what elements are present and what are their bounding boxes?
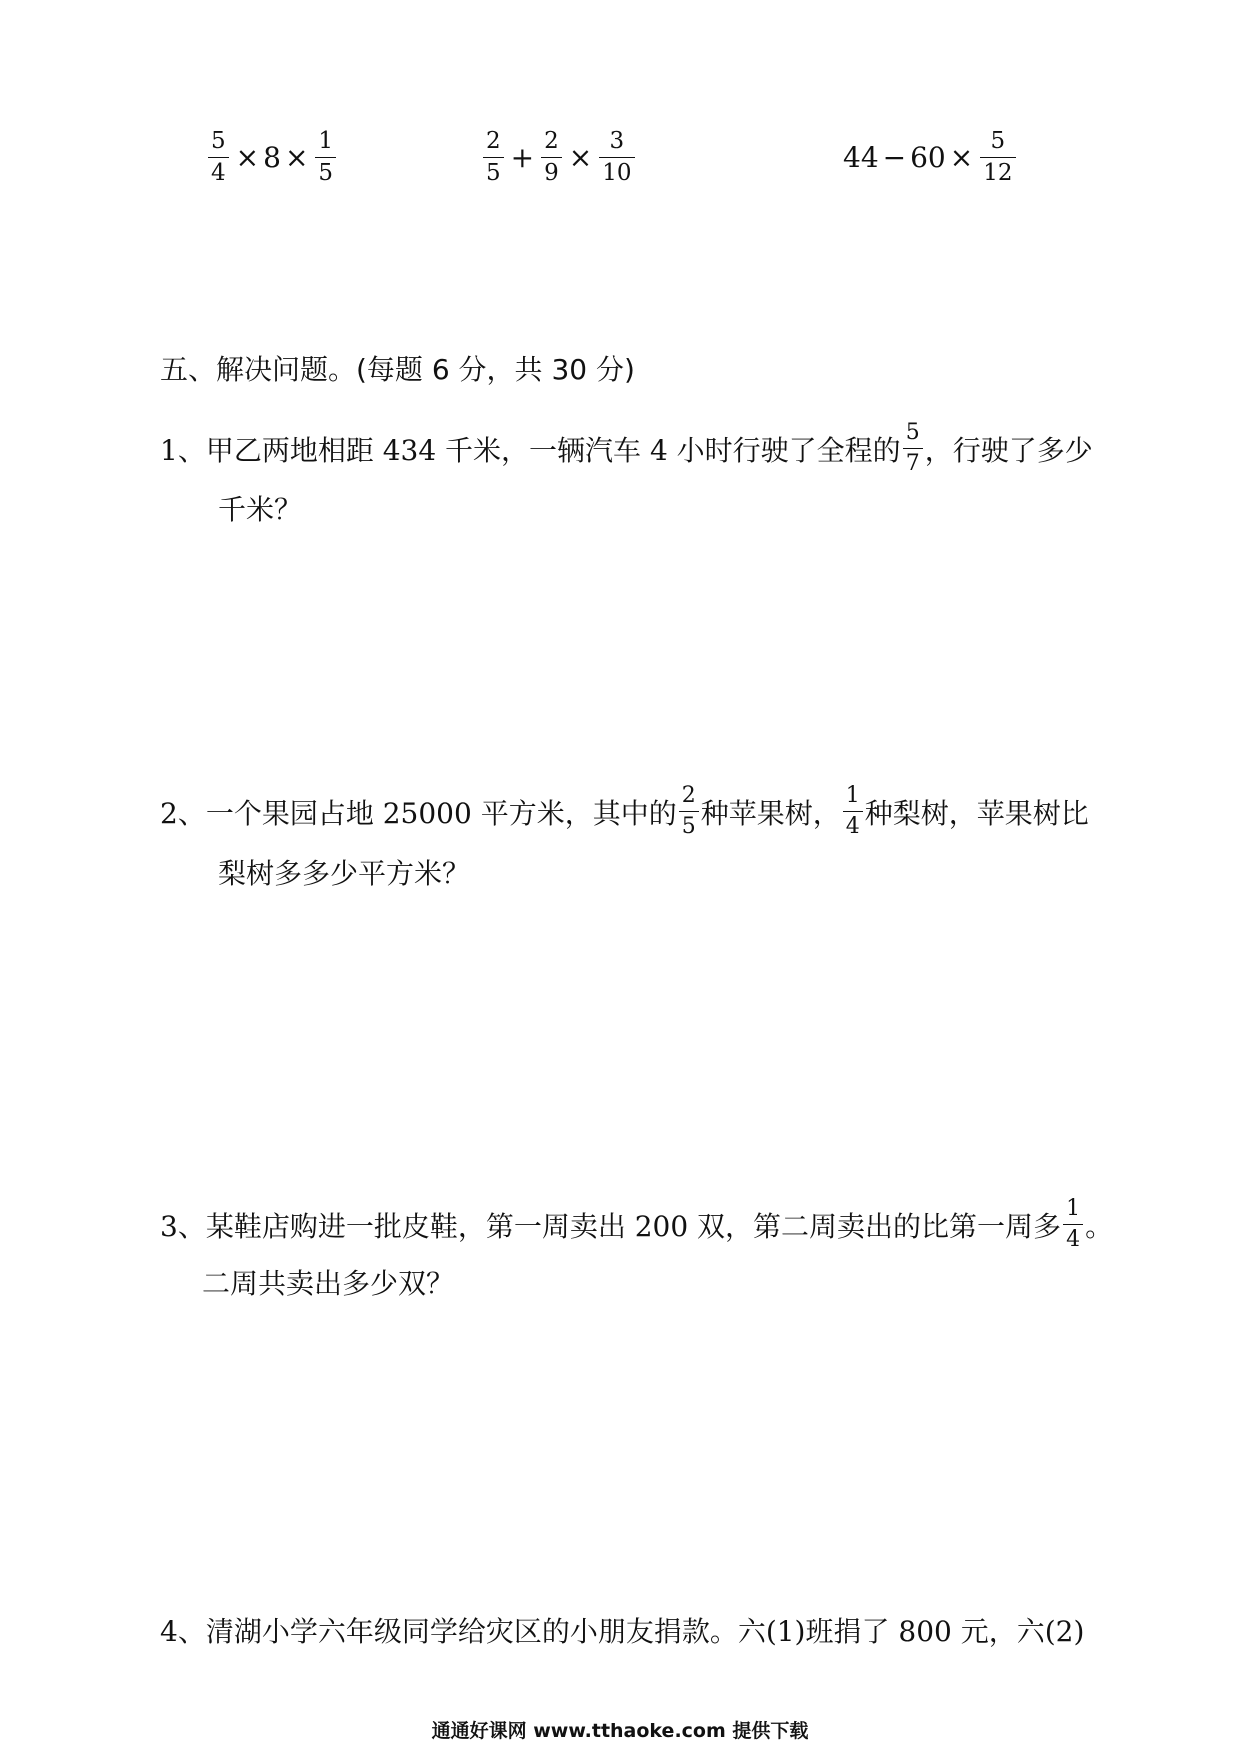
fraction: $\frac{2}{5}$ bbox=[483, 130, 504, 185]
fraction: $\frac{1}{4}$ bbox=[1063, 1198, 1083, 1251]
fraction: $\frac{5}{12}$ bbox=[980, 130, 1015, 185]
fraction: $\frac{1}{5}$ bbox=[315, 130, 336, 185]
expression-3 bbox=[843, 130, 1019, 185]
number: 44 bbox=[843, 141, 879, 174]
section-title: 五、解决问题。(每题 6 分，共 30 分) bbox=[160, 353, 635, 386]
fraction: $\frac{1}{4}$ bbox=[843, 785, 863, 838]
fraction: $\frac{5}{4}$ bbox=[208, 130, 229, 185]
problem-3-line-1: 3、某鞋店购进一批皮鞋，第一周卖出 200 双，第二周卖出的比第一周多 $\frac{1}{4}$ 。 bbox=[160, 1196, 1114, 1252]
problem-2-line-2: 梨树多多少平方米？ bbox=[218, 857, 471, 890]
footer-watermark: 通通好课网 www.tthaoke.com 提供下载 bbox=[431, 1720, 809, 1742]
operator: × bbox=[568, 141, 593, 174]
fraction: $\frac{2}{9}$ bbox=[541, 130, 562, 185]
fraction: $\frac{5}{7}$ bbox=[903, 422, 923, 475]
operator: + bbox=[510, 141, 535, 174]
problem-4-line-1: 4、清湖小学六年级同学给灾区的小朋友捐款。六(1)班捐了 800 元，六(2) bbox=[160, 1615, 1085, 1648]
operator: × bbox=[949, 141, 974, 174]
operator: × bbox=[235, 141, 260, 174]
operator: − bbox=[882, 141, 907, 174]
expression-2 bbox=[480, 130, 638, 185]
problem-2-line-1: 2、一个果园占地 25000 平方米，其中的 $\frac{2}{5}$ 种苹果树， $\frac{1}{4}$ 种梨树，苹果树比 bbox=[160, 783, 1089, 839]
number: 8 bbox=[263, 141, 281, 174]
operator: × bbox=[284, 141, 309, 174]
expression-1 bbox=[205, 130, 339, 185]
problem-3-line-2: 二周共卖出多少双？ bbox=[202, 1267, 455, 1300]
problem-1-line-2: 千米？ bbox=[218, 493, 303, 526]
problem-1-line-1: 1、甲乙两地相距 434 千米，一辆汽车 4 小时行驶了全程的 $\frac{5}{7}$ ，行驶了多少 bbox=[160, 420, 1093, 476]
number: 60 bbox=[910, 141, 946, 174]
fraction: $\frac{2}{5}$ bbox=[679, 785, 699, 838]
fraction: $\frac{3}{10}$ bbox=[599, 130, 634, 185]
